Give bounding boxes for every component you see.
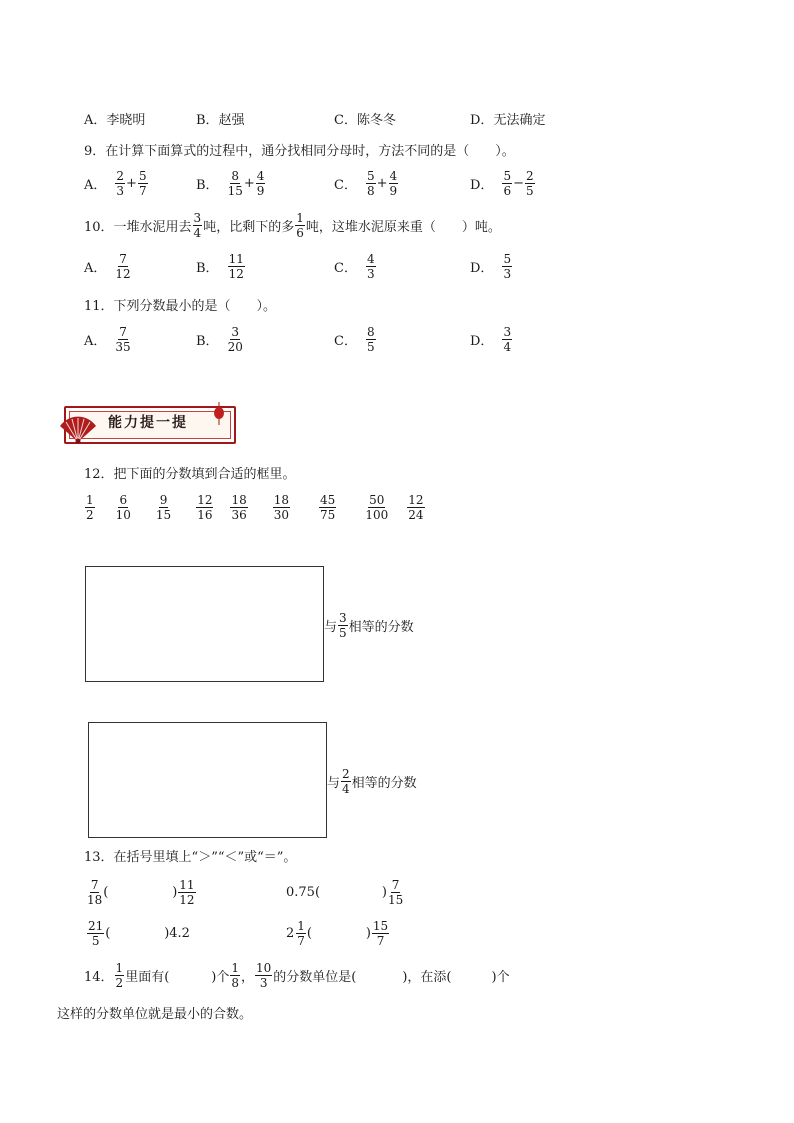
fraction: $\frac{5}{3}$ [503, 252, 512, 281]
fraction: $\frac{7}{35}$ [115, 325, 131, 354]
fraction: $\frac{9}{15}$ [155, 493, 172, 522]
q13-compare-4 [286, 920, 390, 947]
fraction: $\frac{1}{2}$ [86, 493, 94, 522]
stem-text: )个 [491, 970, 510, 985]
q12-fraction-list [84, 494, 426, 521]
option-text: 陈冬冬 [356, 113, 396, 128]
value-text: 0.75 [286, 885, 315, 900]
fraction: $\frac{5}{6}$ [503, 169, 512, 198]
fraction: $\frac{7}{12}$ [115, 252, 131, 281]
q9-option-d [470, 170, 536, 197]
mixed-number: 2 $\frac{1}{7}$ [286, 919, 305, 948]
fraction: $\frac{10}{3}$ [256, 961, 272, 990]
fraction: $\frac{3}{4}$ [503, 325, 512, 354]
fraction: $\frac{4}{9}$ [389, 169, 398, 198]
fraction: $\frac{18}{30}$ [273, 493, 290, 522]
fraction: $\frac{1}{6}$ [296, 211, 304, 240]
option-text: 无法确定 [493, 113, 546, 128]
q10-option-d [470, 253, 513, 280]
q10-option-b [196, 253, 246, 280]
fraction: $\frac{3}{4}$ [193, 211, 202, 240]
fraction: $\frac{18}{36}$ [231, 493, 247, 522]
stem-text: 的分数单位是( [273, 970, 357, 985]
q11-stem: 11．下列分数最小的是（ ）。 [84, 299, 277, 314]
q12-stem: 12．把下面的分数填到合适的框里。 [84, 467, 296, 482]
q9-stem: 9．在计算下面算式的过程中，通分找相同分母时，方法不同的是（ ）。 [84, 144, 515, 159]
fraction: $\frac{2}{5}$ [525, 169, 534, 198]
fraction: $\frac{11}{12}$ [228, 252, 244, 281]
answer-box-two-fourths[interactable] [88, 722, 327, 838]
fraction: $\frac{8}{15}$ [227, 169, 243, 198]
fraction: $\frac{3}{20}$ [227, 325, 243, 354]
option-label: B． [196, 178, 219, 193]
operator: + [126, 176, 137, 191]
q11-option-b [196, 326, 244, 353]
q9-option-c [334, 170, 399, 197]
answer-blank[interactable]: ( ) [105, 926, 170, 941]
question-number: 14． [84, 970, 114, 985]
option-label: B． [196, 334, 219, 349]
caption-text: 相等的分数 [351, 776, 417, 791]
option-label: C． [334, 334, 357, 349]
operator: + [376, 176, 388, 191]
fraction: $\frac{11}{12}$ [179, 878, 195, 907]
fraction: $\frac{15}{7}$ [372, 919, 389, 948]
fraction: $\frac{7}{18}$ [87, 878, 103, 907]
value-text: 4.2 [169, 926, 190, 941]
q8-option-a [84, 114, 145, 127]
stem-text: 10．一堆水泥用去 [84, 220, 192, 235]
option-label: D． [470, 178, 494, 193]
q13-compare-3 [86, 920, 190, 947]
lantern-icon [212, 402, 226, 426]
section-banner [58, 404, 234, 442]
box2-caption [327, 768, 417, 795]
option-label: D． [470, 334, 494, 349]
q10-option-a [84, 253, 132, 280]
fraction: $\frac{5}{8}$ [366, 169, 375, 198]
option-label: C． [334, 261, 357, 276]
stem-text: 吨，比剩下的多 [203, 220, 295, 235]
caption-text: 与 [324, 620, 338, 635]
fraction: $\frac{4}{9}$ [256, 169, 265, 198]
q11-option-c [334, 326, 377, 353]
operator: + [243, 176, 255, 191]
q8-option-b [196, 114, 245, 127]
q14-line-2: 这样的分数单位就是最小的合数。 [57, 1007, 253, 1022]
answer-blank[interactable]: ( ) [103, 885, 178, 900]
q10-stem [84, 212, 501, 239]
option-text: 赵强 [218, 113, 245, 128]
option-label: B． [196, 113, 219, 128]
fraction: $\frac{21}{5}$ [88, 919, 104, 948]
q9-option-b [196, 170, 266, 197]
fraction: $\frac{8}{5}$ [366, 325, 375, 354]
option-label: A． [84, 334, 107, 349]
fraction: $\frac{4}{3}$ [366, 252, 375, 281]
fraction: $\frac{1}{2}$ [115, 961, 124, 990]
fraction: $\frac{50}{100}$ [365, 493, 389, 522]
option-text: 李晓明 [106, 113, 146, 128]
q9-option-a [84, 170, 149, 197]
q8-option-d [470, 114, 545, 127]
fraction: $\frac{12}{16}$ [197, 493, 213, 522]
stem-text: )，在添( [402, 970, 452, 985]
fan-icon [58, 416, 98, 444]
q14-line-1 [84, 962, 510, 989]
option-label: A． [84, 261, 107, 276]
option-label: C． [334, 178, 357, 193]
option-label: C． [334, 113, 357, 128]
q10-option-c [334, 253, 377, 280]
answer-blank[interactable]: ( ) [306, 926, 371, 941]
stem-text: )个 [211, 970, 230, 985]
answer-box-three-fifths[interactable] [85, 566, 324, 682]
q13-compare-1 [86, 879, 197, 906]
caption-text: 相等的分数 [348, 620, 414, 635]
answer-blank[interactable]: ( ) [314, 885, 387, 900]
option-label: B． [196, 261, 219, 276]
box1-caption [324, 612, 414, 639]
fraction: $\frac{6}{10}$ [115, 493, 131, 522]
fraction: $\frac{3}{5}$ [339, 611, 347, 640]
q13-compare-2 [286, 879, 404, 906]
option-label: D． [470, 261, 494, 276]
stem-text: 吨，这堆水泥原来重（ ）吨。 [305, 220, 501, 235]
operator: − [513, 176, 524, 191]
option-label: A． [84, 113, 107, 128]
q11-option-d [470, 326, 513, 353]
stem-text: ， [240, 970, 254, 985]
fraction: $\frac{1}{8}$ [231, 961, 239, 990]
banner-title: 能力提一提 [108, 415, 188, 431]
fraction: $\frac{7}{15}$ [387, 878, 404, 907]
fraction: $\frac{5}{7}$ [138, 169, 147, 198]
option-label: A． [84, 178, 107, 193]
fraction: $\frac{2}{4}$ [342, 767, 350, 796]
q13-stem: 13．在括号里填上“＞”“＜”或“＝”。 [84, 850, 297, 865]
fraction: $\frac{45}{75}$ [320, 493, 336, 522]
fraction: $\frac{2}{3}$ [116, 169, 125, 198]
option-label: D． [470, 113, 494, 128]
stem-text: 里面有( [125, 970, 170, 985]
q8-option-c [334, 114, 396, 127]
q11-option-a [84, 326, 132, 353]
fraction: $\frac{12}{24}$ [408, 493, 424, 522]
caption-text: 与 [327, 776, 341, 791]
